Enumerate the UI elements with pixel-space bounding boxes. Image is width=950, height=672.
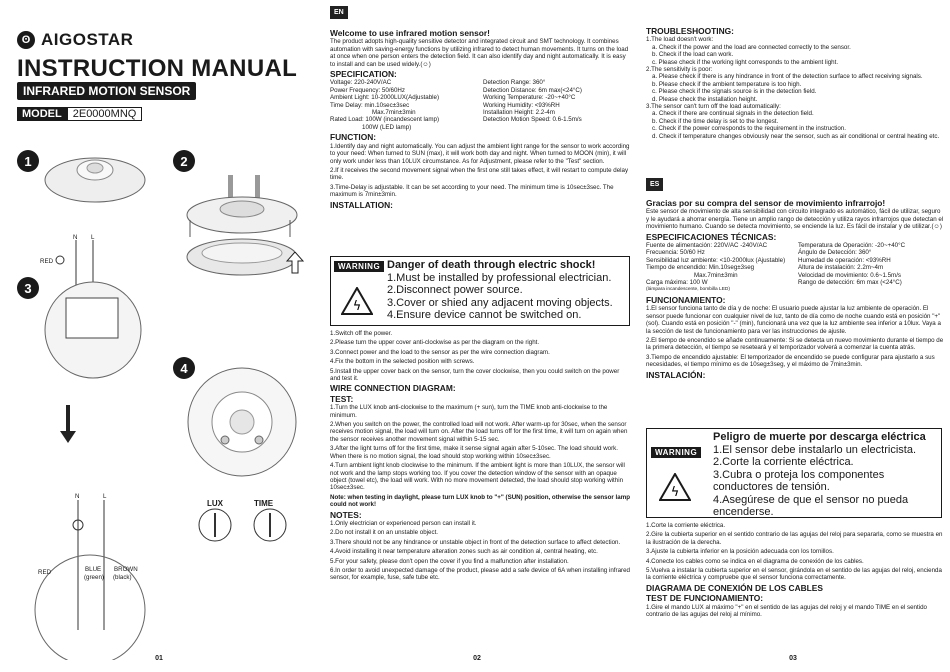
en-warning-box [330,256,630,326]
spec-item: Tiempo de encendido: Min.10seg±3seg [646,264,755,272]
spec-item: Frecuencia: 50/60 Hz [646,249,705,257]
troubleshoot-item: a. Please check if there is any hindrance in front of the detection surface to affect receiving signals. [652,73,923,81]
step-3-badge: 3 [17,277,39,299]
spec-item: Fuente de alimentación: 220V/AC -240V/AC [646,242,768,250]
spec-item: (lámpara incandescente, bombilla LED) [646,287,730,293]
wire-label-n: N [73,234,78,241]
spec-item: Rango de detección: 6m max (<24°C) [798,279,902,287]
es-spec-right [798,242,944,294]
function-item: 3.Time-Delay is adjustable. It can be set according to your need. The minimum time is 10sec±3sec. The maximum is 7min±3min. [330,183,614,199]
spec-item: Humedad de operación: <93%RH [798,256,891,264]
function-item: 1.El sensor funciona tanto de día y de noche: El usuario puede ajustar la luz ambiente de operación. El sensor puede funcionar con cualquier nivel de luz, tanto de día como de noche cuando está en posición "+" (sol). Cuando está en posición "-" (min), funcionará una vez que la luz ambiente sea inferior a 10lux. Vaya a la sección de test de funcionamiento para ver las instrucciones de ajuste. [646,305,941,335]
brand-logo [17,30,133,50]
install-item: 3.Connect power and the load to the sensor as per the wire connection diagram. [330,348,550,356]
es-installation-title: INSTALACIÓN: [646,369,706,380]
en-test-title: TEST: [330,393,354,404]
warning-line: 1.Must be installed by professional electrician. [387,271,612,284]
spec-item: Detection Distance: 6m max(<24°C) [483,86,582,94]
warning-line: 3.Cover or shied any adjacent moving objects. [387,296,613,309]
page-number-1: 01 [155,655,163,662]
model-value: 2E0000MNQ [67,107,143,121]
es-welcome-text: Este sensor de movimiento de alta sensibilidad con circuito integrado es automático, fácil de utilizar, seguro y le ayudará a ahorrar energía. Tiene un amplio rango de detección y utiliza rayos infrarrojos que detectan el movimiento humano. Cuando se detecta movimiento, se enciende la luz. Es fácil de instalar y de utilizar.(☺) [646,208,944,231]
sensor-face-illustration [185,365,300,480]
wire-label-blue: BLUE [85,566,102,573]
language-tag-en: EN [330,6,348,19]
svg-text:ϟ: ϟ [352,299,362,314]
warning-line: 4.Ensure device cannot be switched on. [387,309,582,321]
spec-item: Working Temperature: -20~+40°C [483,94,576,102]
install-item: 5.Install the upper cover back on the sensor, turn the cover clockwise, then you could switch on the power and test it. [330,367,620,383]
en-spec-left [330,79,477,131]
es-warning-box [646,428,942,518]
install-item: 2.Please turn the upper cover anti-clockwise as per the diagram on the right. [330,339,540,347]
install-item: 1.Switch off the power. [330,330,393,337]
en-warning-lines [387,259,613,322]
troubleshoot-item: d. Check if temperature changes obviously near the sensor, such as air conditional or central heating etc. [652,132,940,140]
install-item: 4.Fix the bottom in the selected position with screws. [330,358,475,366]
troubleshoot-item: 3.The sensor can't turn off the load automatically: [646,103,781,111]
en-spec-title: SPECIFICATION: [330,69,397,80]
spec-item: Ambient Light: 10-2000LUX(Adjustable) [330,94,440,102]
es-spec-title: ESPECIFICACIONES TÉCNICAS: [646,231,777,242]
wire-label-red: RED [40,258,54,265]
en-spec-grid [330,79,630,131]
svg-text:ϟ: ϟ [670,485,680,500]
es-test-title: TEST DE FUNCIONAMIENTO: [646,593,764,604]
en-welcome-title: Welcome to use infrared motion sensor! [330,28,490,38]
spec-item: Working Humidity: <93%RH [483,101,560,109]
spec-item: Installation Height: 2.2-4m [483,109,555,117]
es-intro [646,197,944,380]
test-item: 3.After the light turns off for the first time, make it sense signal again after 5-10sec. The load should work. When there is no motion signal, the load should stop working within 10sec±3sec. [330,445,618,460]
troubleshoot-item: 2.The sensitivity is poor: [646,66,713,74]
troubleshoot-item: c. Please check if the signals source is in the detection field. [652,88,817,96]
spec-item: Power Frequency: 50/60Hz [330,86,405,94]
install-item: 4.Conecte los cables como se indica en el diagrama de conexión de los cables. [646,557,864,565]
page-3 [636,0,950,672]
wire-label-red-2: RED [38,569,52,576]
wire-label-l: L [91,234,95,241]
function-item: 3.Tiempo de encendido ajustable: El temporizador de encendido se puede configurar para ajustarlo a sus necesidades, el tiempo mínimo es de 10seg±3seg, y el máximo de 7min±3min. [646,353,935,369]
spec-item: Detection Motion Speed: 0.6-1.5m/s [483,116,582,124]
sensor-ceiling-illustration [40,140,150,210]
function-item: 2.If it receives the second movement signal when the first one still takes effect, it will restart to compute delay time. [330,166,629,182]
wire-label-green: (green) [84,574,104,581]
es-welcome-title: Gracias por su compra del sensor de movimiento infrarrojo! [646,198,886,208]
es-body [646,522,944,620]
troubleshooting-title: TROUBLESHOOTING: [646,26,734,36]
es-function-title: FUNCIONAMIENTO: [646,294,726,305]
en-body [330,330,630,584]
manual-title: INSTRUCTION MANUAL [17,55,298,82]
test-item: 1.Turn the LUX knob anti-clockwise to the maximum (+ sun), turn the TIME knob anti-clockwise to the minimum. [330,404,608,419]
es-spec-left [646,242,792,294]
es-wire-title: DIAGRAMA DE CONEXIÓN DE LOS CABLES [646,582,823,593]
en-welcome-text: The product adopts high-quality sensitive detector and integrated circuit and SMT technology. It combines automation with saving-energy functions by utilizing infrared to detect human movements. It turns on the load at once when one person enters the detection field. It can also identify day and night automatically. It is easy to install and can be used widely.(☺) [330,38,629,68]
step-2-badge: 2 [173,150,195,172]
model-label: MODEL [17,107,67,121]
arrow-down-icon [60,405,76,445]
function-item: 2.El tiempo de encendido se añade continuamente: Si se detecta un nuevo movimiento durante el tiempo de la primera detección, el tiempo se reseteará y el temporizador volverá a comenzar la cuenta atrás. [646,336,944,352]
en-installation-title: INSTALLATION: [330,199,393,210]
spec-item: Altura de instalación: 2.2m~4m [798,264,884,272]
knob-label-lux: LUX [207,499,223,508]
model-box [17,107,142,121]
warning-line: Danger of death through electric shock! [387,259,596,271]
note-item: 2.Do not install it on an unstable object. [330,529,439,537]
test-item: 2.When you switch on the power, the controlled load will not work. After warm-up for 30sec, when the sensor receives motion signal, the load will turn on. After the load turns off for the first time, it will turn on again when the sensor receives another movement signal within 5-15 sec. [330,421,628,443]
es-warning-lines [713,431,937,519]
wire-label-black: (black) [113,574,132,581]
spec-item: Detection Range: 360° [483,79,546,87]
troubleshoot-item: c. Check if the power corresponds to the requirement in the instruction. [652,125,846,133]
brand-logo-icon: ʘ [17,31,35,49]
troubleshooting-section [646,25,944,140]
spec-item: 100W (LED lamp) [362,123,412,131]
install-item: 2.Gire la cubierta superior en el sentido contrario de las agujas del reloj para separarla, como se muestra en la ilustración de la derecha. [646,531,943,546]
page-2 [318,0,636,672]
warning-line: 2.Disconnect power source. [387,284,523,296]
en-notes-title: NOTES: [330,509,362,520]
install-item: 3.Ajuste la cubierta inferior en la posición adecuada con los tornillos. [646,548,834,556]
troubleshoot-item: a. Check if the power and the load are connected correctly to the sensor. [652,43,851,51]
note-item: 1.Only electrician or experienced person can install it. [330,519,477,527]
note-item: 6.In order to avoid unexpected damage of the product, please add a safe device of 6A when installing infrared sensor, for example, fuse, safe tube etc. [330,566,630,582]
wire-label-brown: BROWN [114,566,138,573]
spec-item: Temperatura de Operación: -20~+40°C [798,242,906,250]
product-subtitle: INFRARED MOTION SENSOR [17,82,196,100]
warning-line: 4.Asegúrese de que el sensor no pueda encenderse. [713,493,909,518]
page-1 [0,0,318,672]
warning-tag: WARNING [651,447,701,458]
spec-item: Velocidad de movimiento: 0.6~1.5m/s [798,271,902,279]
warning-tag: WARNING [334,261,384,272]
warning-triangle-icon [341,287,373,315]
spec-item: Carga máxima: 100 W [646,279,708,287]
troubleshoot-item: b. Check if the load can work. [652,51,734,59]
page-number-2: 02 [473,655,481,662]
troubleshoot-item: c. Please check if the working light corresponds to the ambient light. [652,58,839,66]
spec-item: Sensibilidad luz ambiente: <10-2000lux (Ajustable) [646,256,786,264]
en-spec-right [483,79,630,131]
test-item: 1.Gire el mando LUX al máximo "+" en el sentido de las agujas del reloj y el mando TIME en el sentido contrario de las agujas del reloj al mínimo. [646,603,927,619]
function-item: 1.Identify day and night automatically. You can adjust the ambient light range for the sensor to work according to your need: When turned to SUN (max), it will work both day and night. When turned to MOON (min), it will only work under less than 10LUX circumstance. As for Adjustment, please refer to the "Test" section. [330,142,630,165]
spec-item: Ángulo de Detección: 360° [798,249,872,257]
arrow-up-icon [286,252,304,274]
warning-line: 1.El sensor debe instalarlo un electricista. [713,443,916,456]
install-item: 1.Corte la corriente eléctrica. [646,522,726,529]
spec-item: Max.7min±3min [372,109,416,117]
wire-label-n-2: N [75,493,80,500]
knob-label-time: TIME [254,499,274,508]
en-function-title: FUNCTION: [330,132,377,143]
es-spec-grid [646,242,944,294]
troubleshoot-item: 1.The load doesn't work: [646,36,714,44]
language-tag-es: ES [646,178,663,191]
brand-name: AIGOSTAR [41,30,134,49]
note-item: 3.There should not be any hindrance or unstable object in front of the detection surface to affect detection. [330,538,621,546]
install-item: 5.Vuelva a instalar la cubierta superior en el sensor, girándola en el sentido de las agujas del reloj, encienda la corriente eléctrica y compruebe que el sensor funciona correctamente. [646,567,942,582]
step-1-badge: 1 [17,150,39,172]
wiring-base-illustration [38,230,148,380]
en-wire-title: WIRE CONNECTION DIAGRAM: [330,383,456,394]
note-item: 5.For your safety, please don't open the cover if you find a malfunction after installation. [330,557,569,565]
cover-removal-illustration [180,175,305,295]
warning-line: Peligro de muerte por descarga eléctrica [713,431,926,443]
note-item: 4.Avoid installing it near temperature alteration zones such as air condition al, central heating, etc. [330,548,598,556]
warning-line: 2.Corte la corriente eléctrica. [713,456,854,468]
spec-item: Max.7min±3min [694,271,738,279]
troubleshoot-item: b. Please check if the ambient temperature is too high. [652,80,802,88]
step-4-badge: 4 [173,357,195,379]
spec-item: Rated Load: 100W (incandescent lamp) [330,116,440,124]
page-number-3: 03 [789,655,797,662]
en-test-note: Note: when testing in daylight, please turn LUX knob to "+" (SUN) position, otherwise the sensor lamp could not work! [330,493,630,509]
en-intro [330,27,630,210]
wire-label-l-2: L [103,493,107,500]
spec-item: Time Delay: min.10sec±3sec [330,101,410,109]
knob-closeup-illustration [185,495,300,555]
warning-line: 3.Cubra o proteja los componentes conductores de tensión. [713,468,885,493]
spec-item: Voltage: 220-240V/AC [330,79,392,87]
troubleshoot-item: a. Check if there are continual signals in the detection field. [652,110,814,118]
troubleshoot-item: d. Please check the installation height. [652,95,758,103]
test-item: 4.Turn ambient light knob clockwise to the minimum. If the ambient light is more than 10LUX, the sensor will not work and the lamp stops working too. If you cover the detection window of the sensor with an opaque object (towel etc), the load will work. With no more movement detected, the load should stop working within 10sec±3sec. [330,462,625,492]
troubleshoot-item: b. Check if the time delay is set to the longest. [652,117,779,125]
warning-triangle-icon [659,473,691,501]
